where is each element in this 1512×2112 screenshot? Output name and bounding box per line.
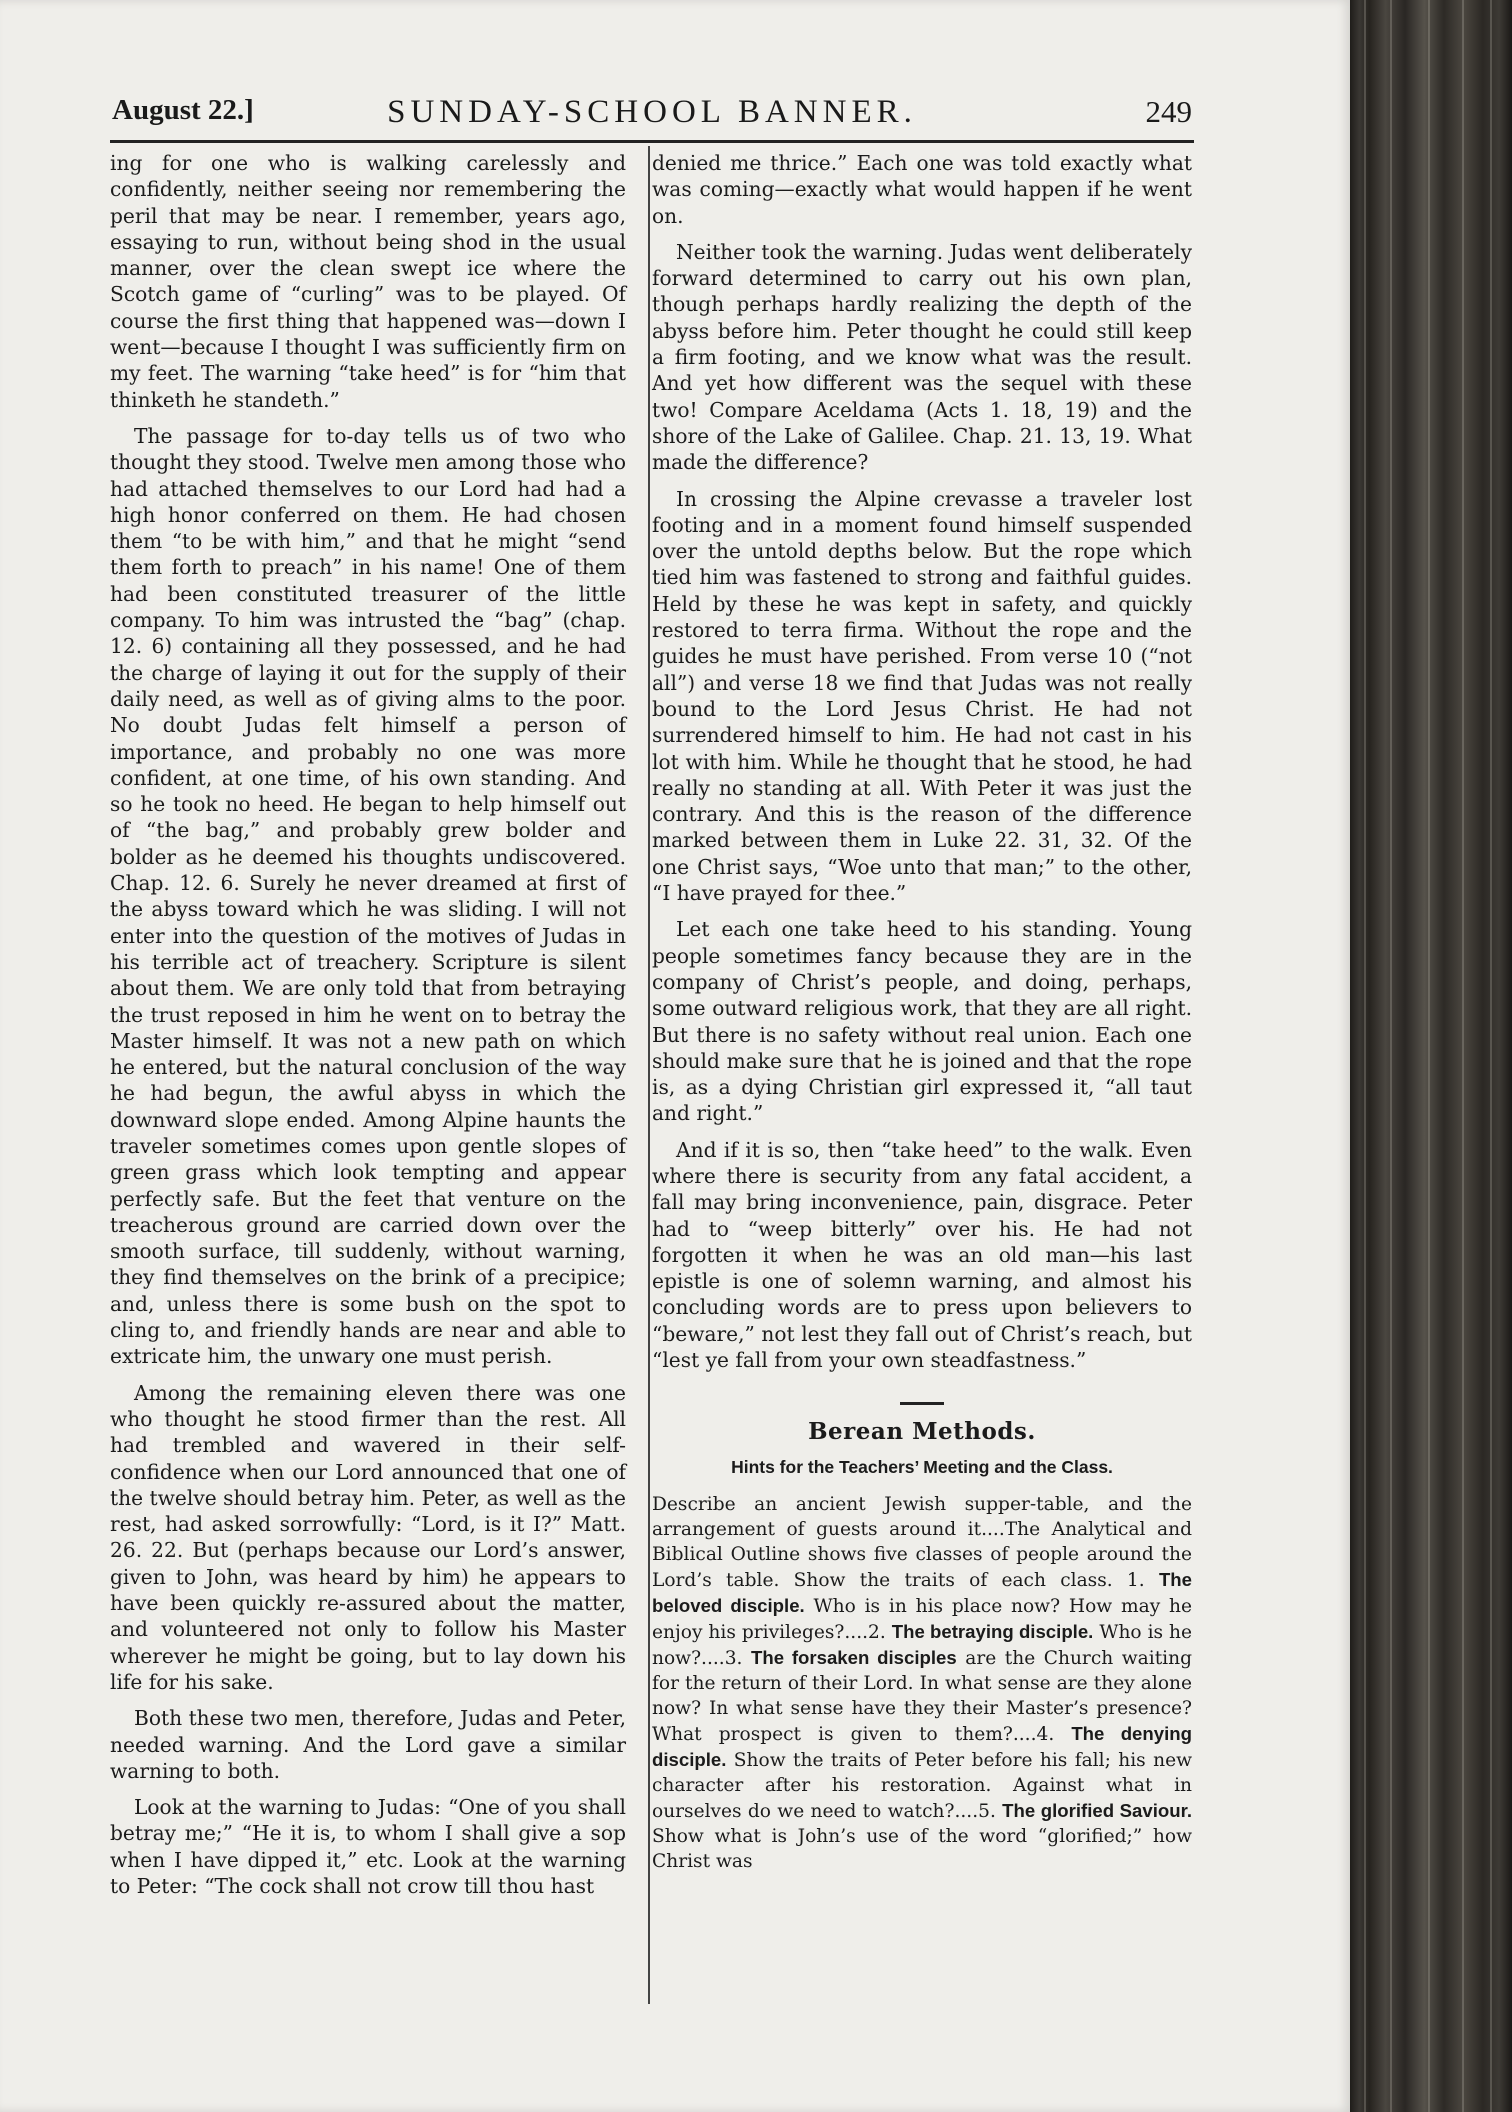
paragraph: In crossing the Alpine crevasse a traveler lost footing and in a moment found himself suspended over the untold depths below. But the rope which tied him was fastened to strong and faithful guides. Held by these he was kept in safety, and quickly restored to terra firma. Without the rope and the guides he must have perished. From verse 10 (“not all”) and verse 18 we find that Judas was not really bound to the Lord Jesus Christ. He had not surrendered himself to him. He had not cast in his lot with him. While he thought that he stood, he had really no standing at all. With Peter it was just the contrary. And this is the reason of the difference marked between them in Luke 22. 31, 32. Of the one Christ says, “Woe unto that man;” to the other, “I have prayed for thee.” xyxy=(652,486,1192,906)
hints-paragraph xyxy=(652,1492,1192,1874)
paragraph: Let each one take heed to his standing. Young people sometimes fancy because they are in the company of Christ’s people, and doing, perhaps, some outward religious work, that they are all right. But there is no safety without real union. Each one should make sure that he is joined and that the rope is, as a dying Christian girl expressed it, “all taut and right.” xyxy=(652,917,1192,1126)
section-title: Berean Methods. xyxy=(808,1418,1036,1446)
section-subtitle: Hints for the Teachers’ Meeting and the Class. xyxy=(731,1456,1113,1477)
book-binding xyxy=(1350,0,1512,2112)
paragraph: Both these two men, therefore, Judas and Peter, needed warning. And the Lord gave a similar warning to both. xyxy=(110,1706,626,1783)
hint-heading: The denying disciple. xyxy=(652,1722,1192,1770)
paragraph: And if it is so, then “take heed” to the walk. Even where there is security from any fatal accident, a fall may bring inconvenience, pain, disgrace. Peter had to “weep bitterly” over his. He had not forgotten it when he was an old man—his last epistle is one of solemn warning, and almost his concluding words are to press upon believers to “beware,” not lest they fall out of Christ’s reach, but “lest ye fall from your own steadfastness.” xyxy=(652,1137,1192,1373)
hint-text: Describe an ancient Jewish supper-table, and the arrangement of guests around it....The Analytical and Biblical Outline shows five classes of people around the Lord’s table. Show the traits of each class. 1. xyxy=(652,1493,1192,1591)
column-divider xyxy=(648,146,650,2004)
header-rule xyxy=(110,140,1194,143)
hint-heading: The beloved disciple. xyxy=(652,1568,1192,1616)
paragraph: Among the remaining eleven there was one who thought he stood firmer than the rest. All had trembled and wavered in their self-confidence when our Lord announced that one of the twelve should betray him. Peter, as well as the rest, had asked sorrowfully: “Lord, is it I?” Matt. 26. 22. But (perhaps because our Lord’s answer, given to John, was heard by him) he appears to have been quickly re-assured about the matter, and volunteered not only to follow his Master wherever he might be going, but to lay down his life for his sake. xyxy=(110,1380,626,1694)
hint-heading: The glorified Saviour. xyxy=(1002,1799,1192,1821)
paragraph: Neither took the warning. Judas went deliberately forward determined to carry out his own plan, though perhaps hardly realizing the depth of the abyss before him. Peter thought he could still keep a firm footing, and we know what was the result. And yet how different was the sequel with these two! Compare Aceldama (Acts 1. 18, 19) and the shore of the Lake of Galilee. Chap. 21. 13, 19. What made the difference? xyxy=(652,239,1192,475)
right-column xyxy=(652,150,1192,1884)
hint-heading: The betraying disciple. xyxy=(891,1620,1094,1642)
hint-text: Show what is John’s use of the word “glorified;” how Christ was xyxy=(652,1825,1192,1872)
hint-heading: The forsaken disciples xyxy=(750,1646,957,1668)
hint-text: Show the traits of Peter before his fall; his new character after his restoration. Against what in ourselves do we need to watch?....5. xyxy=(652,1749,1192,1822)
running-header xyxy=(112,94,1192,138)
section-divider xyxy=(652,1389,1192,1401)
paragraph: denied me thrice.” Each one was told exactly what was coming—exactly what would happen if he went on. xyxy=(652,151,1192,228)
paragraph: ing for one who is walking carelessly and confidently, neither seeing nor remembering the peril that may be near. I remember, years ago, essaying to run, without being shod in the usual manner, over the clean swept ice where the Scotch game of “curling” was to be played. Of course the first thing that happened was—down I went—because I thought I was sufficiently firm on my feet. The warning “take heed” is for “him that thinketh he standeth.” xyxy=(110,151,626,412)
paragraph: The passage for to-day tells us of two who thought they stood. Twelve men among those who had attached themselves to our Lord had had a high honor conferred on them. He had chosen them “to be with him,” and that he might “send them forth to preach” in his name! One of them had been constituted treasurer of the little company. To him was intrusted the “bag” (chap. 12. 6) containing all they possessed, and he had the charge of laying it out for the supply of their daily need, as well as of giving alms to the poor. No doubt Judas felt himself a person of importance, and probably no one was more confident, at one time, of his own standing. And so he took no heed. He began to help himself out of “the bag,” and probably grew bolder and bolder as he deemed his thoughts undiscovered. Chap. 12. 6. Surely he never dreamed at first of the abyss toward which he was sliding. I will not enter into the question of the motives of Judas in his terrible act of treachery. Scripture is silent about them. We are only told that from betraying the trust reposed in him he went on to betray the Master himself. It was not a new path on which he entered, but the natural conclusion of the way he had begun, the awful abyss in which the downward slope ended. Among Alpine haunts the traveler sometimes comes upon gentle slopes of green grass which look tempting and appear perfectly safe. But the feet that venture on the treacherous ground are carried down over the smooth surface, till suddenly, without warning, they find themselves on the brink of a precipice; and, unless there is some bush on the spot to cling to, and friendly hands are near and able to extricate him, the unwary one must perish. xyxy=(110,423,626,1369)
paragraph: Look at the warning to Judas: “One of you shall betray me;” “He it is, to whom I shall give a sop when I have dipped it,” etc. Look at the warning to Peter: “The cock shall not crow till thou hast xyxy=(110,1795,626,1898)
page-number: 249 xyxy=(1145,94,1192,129)
header-title: SUNDAY-SCHOOL BANNER. xyxy=(387,94,917,130)
hint-text: Who is in his place now? How may he enjoy his privileges?....2. xyxy=(652,1595,1192,1643)
hint-text: Who is he now?....3. xyxy=(652,1621,1193,1669)
hint-text: are the Church waiting for the return of their Lord. In what sense are they alone now? In what sense have they their Master’s presence? What prospect is given to them?....4. xyxy=(652,1647,1192,1745)
header-date: August 22.] xyxy=(112,94,254,126)
left-column xyxy=(110,150,626,1909)
